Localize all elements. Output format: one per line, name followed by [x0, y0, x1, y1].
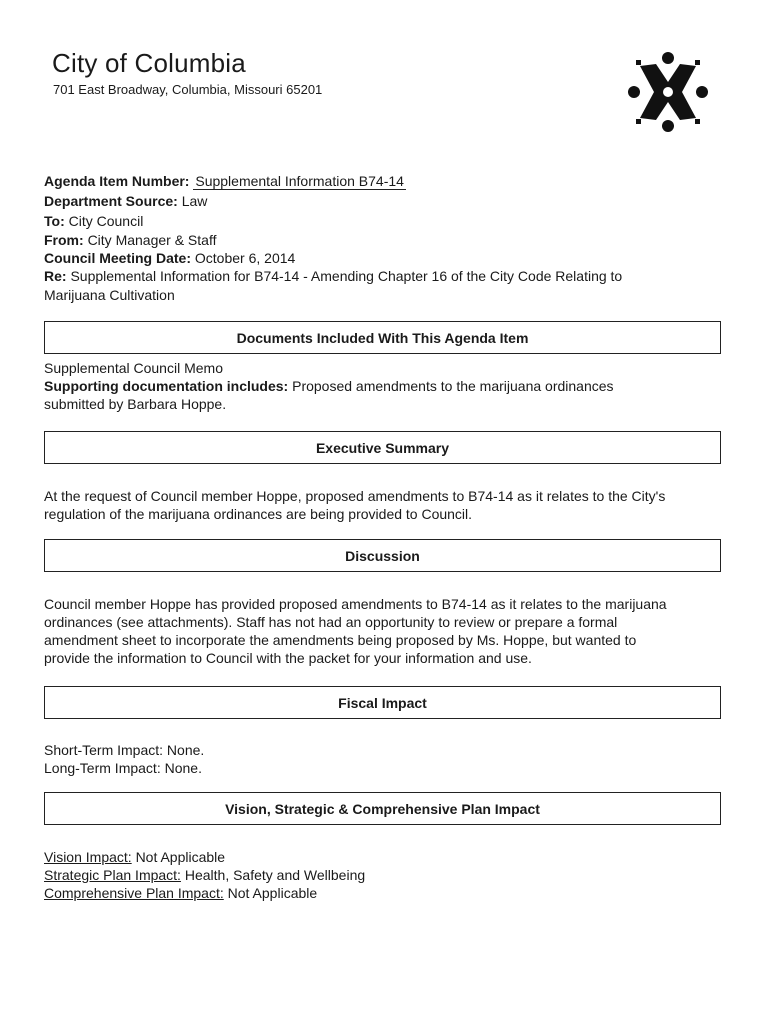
long-term-impact: Long-Term Impact: None. [44, 760, 202, 776]
supporting-docs-value: Proposed amendments to the marijuana ordinances [292, 378, 614, 394]
agenda-item-value: Supplemental Information B74-14 [195, 173, 404, 189]
paragraph-line: provide the information to Council with the packet for your information and use. [44, 650, 532, 666]
paragraph-line: amendment sheet to incorporate the amendments being proposed by Ms. Hoppe, but wanted to [44, 632, 637, 648]
meeting-date-line [44, 249, 295, 267]
strategic-plan-value: Health, Safety and Wellbeing [184, 867, 366, 883]
from-line [44, 231, 216, 249]
city-address: 701 East Broadway, Columbia, Missouri 65201 [53, 82, 323, 97]
paragraph-line: Council member Hoppe has provided proposed amendments to B74-14 as it relates to the marijuana [44, 596, 667, 612]
department-value: Law [181, 193, 208, 209]
discussion-heading: Discussion [44, 539, 721, 572]
city-title: City of Columbia [52, 48, 246, 78]
paragraph-line: ordinances (see attachments). Staff has not had an opportunity to review or prepare a formal [44, 614, 618, 630]
vision-plan-content [44, 848, 734, 902]
comprehensive-plan-value: Not Applicable [227, 885, 318, 901]
from-value: City Manager & Staff [87, 232, 217, 248]
re-value-continued: Marijuana Cultivation [44, 287, 175, 303]
to-line [44, 212, 143, 230]
strategic-plan-line [44, 866, 734, 884]
vision-impact-label: Vision Impact: [44, 849, 132, 865]
executive-summary-content [44, 487, 734, 523]
department-line [44, 192, 207, 210]
documents-line: Supplemental Council Memo [44, 360, 223, 376]
fiscal-impact-content [44, 741, 734, 777]
supporting-docs-label: Supporting documentation includes: [44, 378, 289, 394]
agenda-item-label: Agenda Item Number: [44, 173, 190, 189]
meeting-date-label: Council Meeting Date: [44, 250, 192, 266]
discussion-content [44, 595, 734, 667]
agenda-item-line [44, 172, 406, 190]
from-label: From: [44, 232, 84, 248]
executive-summary-heading: Executive Summary [44, 431, 721, 464]
short-term-impact: Short-Term Impact: None. [44, 742, 205, 758]
re-value: Supplemental Information for B74-14 - Amending Chapter 16 of the City Code Relating to [70, 268, 623, 284]
meeting-date-value: October 6, 2014 [194, 250, 296, 266]
documents-line: submitted by Barbara Hoppe. [44, 396, 227, 412]
re-label: Re: [44, 268, 67, 284]
paragraph-line: At the request of Council member Hoppe, proposed amendments to B74-14 as it relates to the City's [44, 488, 666, 504]
city-seal-icon [626, 50, 710, 134]
documents-content [44, 359, 734, 413]
supporting-docs-line [44, 377, 734, 395]
documents-heading: Documents Included With This Agenda Item [44, 321, 721, 354]
strategic-plan-label: Strategic Plan Impact: [44, 867, 181, 883]
vision-plan-heading: Vision, Strategic & Comprehensive Plan Impact [44, 792, 721, 825]
comprehensive-plan-line [44, 884, 734, 902]
vision-impact-value: Not Applicable [135, 849, 226, 865]
department-label: Department Source: [44, 193, 178, 209]
to-label: To: [44, 213, 65, 229]
comprehensive-plan-label: Comprehensive Plan Impact: [44, 885, 224, 901]
to-value: City Council [68, 213, 144, 229]
fiscal-impact-heading: Fiscal Impact [44, 686, 721, 719]
re-line [44, 267, 622, 285]
paragraph-line: regulation of the marijuana ordinances are being provided to Council. [44, 506, 473, 522]
vision-impact-line [44, 848, 734, 866]
